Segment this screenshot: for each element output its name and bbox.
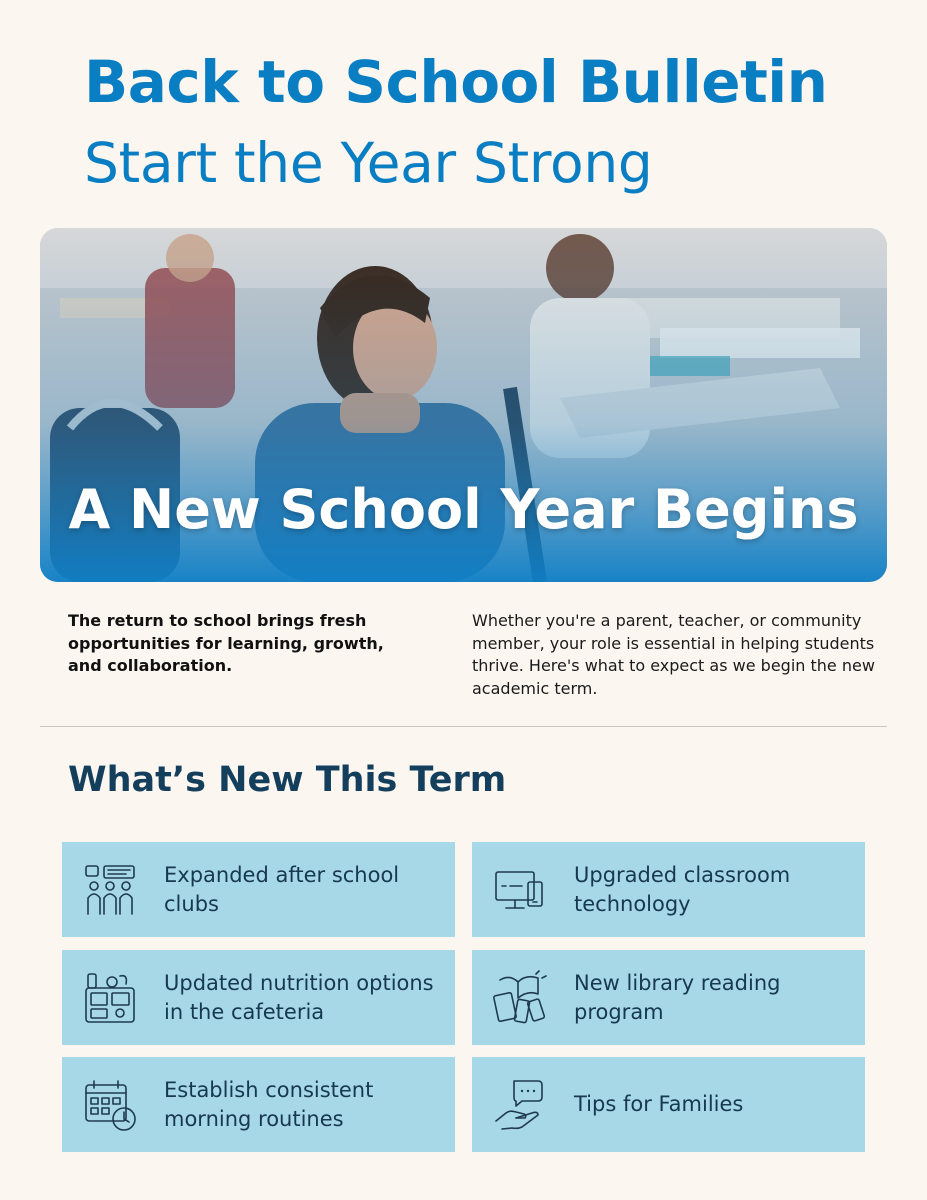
intro-lead: The return to school brings fresh opportunities for learning, growth, and collaboration. <box>68 611 384 675</box>
hand-chat-icon <box>492 1077 548 1133</box>
feature-label: Expanded after school clubs <box>164 862 400 916</box>
feature-card-technology <box>472 842 865 937</box>
bulletin-subtitle: Start the Year Strong <box>84 131 653 195</box>
feature-label: New library reading program <box>574 970 781 1024</box>
feature-card-library <box>472 950 865 1045</box>
intro-body: Whether you're a parent, teacher, or community member, your role is essential in helping students thrive. Here's what to expect as we begin the new academic term. <box>472 611 875 698</box>
students-group-icon <box>82 862 138 918</box>
section-divider <box>40 726 887 727</box>
hero-banner <box>40 228 887 582</box>
calendar-clock-icon <box>82 1077 138 1133</box>
section-title: What’s New This Term <box>68 760 507 800</box>
feature-label: Tips for Families <box>574 1092 744 1116</box>
feature-card-clubs <box>62 842 455 937</box>
devices-icon <box>492 862 548 918</box>
feature-card-nutrition <box>62 950 455 1045</box>
feature-label: Upgraded classroom technology <box>574 862 791 916</box>
books-icon <box>492 970 548 1026</box>
lunch-tray-icon <box>82 970 138 1026</box>
feature-label: Establish consistent morning routines <box>164 1077 374 1131</box>
feature-card-routines <box>62 1057 455 1152</box>
feature-label: Updated nutrition options in the cafeteria <box>164 970 434 1024</box>
feature-card-families <box>472 1057 865 1152</box>
bulletin-title: Back to School Bulletin <box>84 48 828 116</box>
hero-caption: A New School Year Begins <box>68 478 859 541</box>
